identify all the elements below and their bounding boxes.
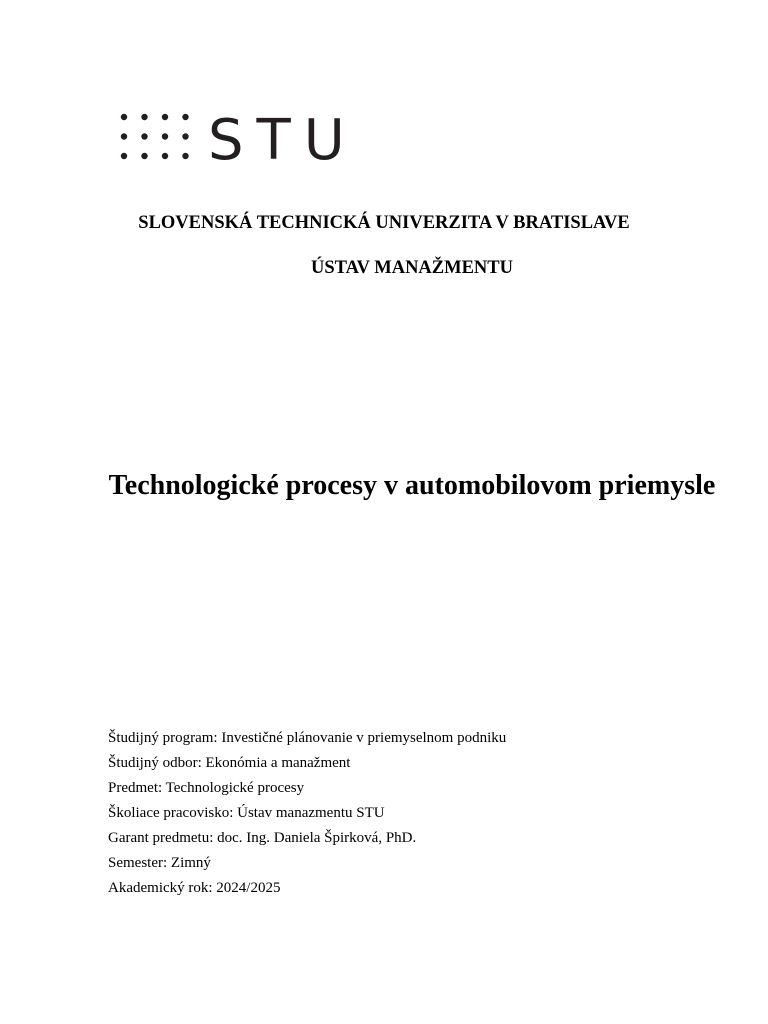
info-training-workplace: Školiace pracovisko: Ústav manazmentu STU: [108, 805, 385, 821]
logo-dot: [121, 153, 127, 159]
logo-dot: [141, 114, 147, 120]
stu-logo: [118, 112, 358, 162]
logo-dot: [182, 133, 188, 139]
info-subject: Predmet: Technologické procesy: [108, 780, 305, 796]
info-study-field: Študijný odbor: Ekonómia a manažment: [108, 755, 351, 771]
logo-dot: [182, 153, 188, 159]
logo-dot-grid: [121, 114, 189, 159]
logo-dot: [162, 153, 168, 159]
logo-dot: [121, 114, 127, 120]
info-course-guarantor: Garant predmetu: doc. Ing. Daniela Špirková, PhD.: [108, 830, 417, 846]
document-title: Technologické procesy v automobilovom priemysle: [108, 470, 716, 501]
study-info-list: [108, 728, 506, 903]
info-semester: Semester: Zimný: [108, 855, 211, 871]
logo-wordmark: STU: [208, 112, 358, 162]
department-name: ÚSTAV MANAŽMENTU: [311, 258, 513, 278]
logo-dot: [141, 153, 147, 159]
logo-dot: [182, 114, 188, 120]
info-academic-year: Akademický rok: 2024/2025: [108, 880, 281, 896]
logo-dot: [162, 133, 168, 139]
stu-logo-graphic: [118, 112, 358, 162]
logo-dot: [121, 133, 127, 139]
university-name: SLOVENSKÁ TECHNICKÁ UNIVERZITA V BRATISLAVE: [138, 213, 630, 233]
info-study-program: Študijný program: Investičné plánovanie v priemyselnom podniku: [108, 730, 507, 746]
logo-dot: [141, 133, 147, 139]
logo-dot: [162, 114, 168, 120]
